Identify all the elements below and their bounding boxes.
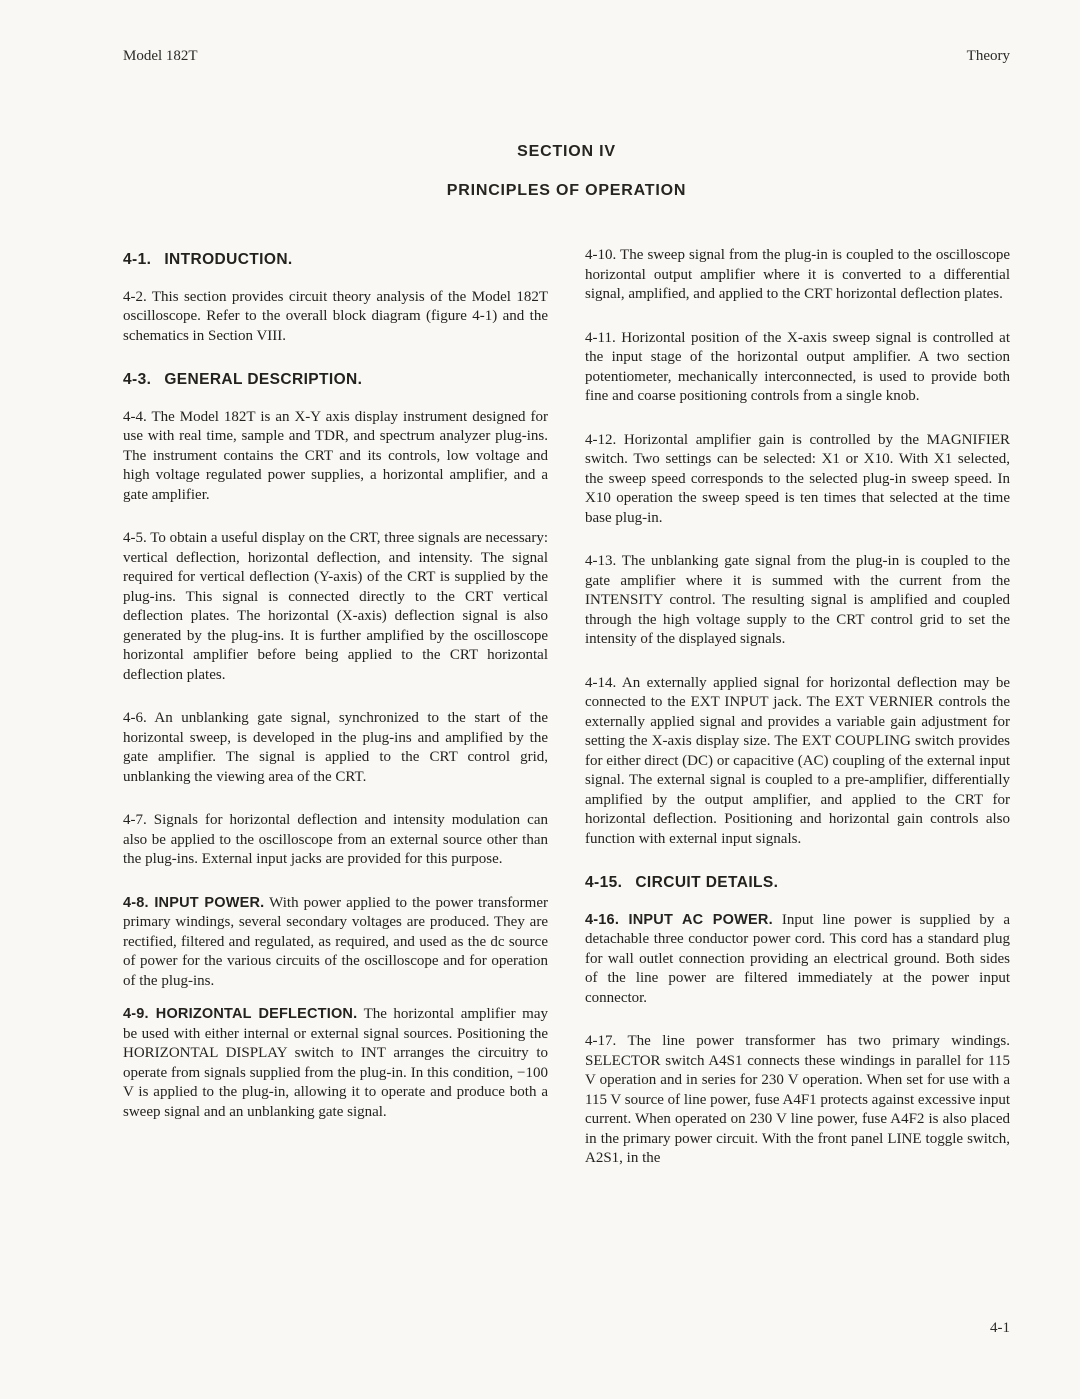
paragraph-4-17: 4-17. The line power transformer has two primary windings. SELECTOR switch A4S1 connects these windings in parallel for 115 V operation and in series for 230 V operation. When set for use with a 115 V source of line power, fuse A4F1 protects against excessive input current. When operated on 230 V line power, fuse A4F2 is also placed in the primary power circuit. With the front panel LINE toggle switch, A2S1, in the <box>585 1033 1010 1166</box>
section-subtitle: PRINCIPLES OF OPERATION <box>446 182 687 199</box>
page-number: 4-1 <box>990 1320 1010 1336</box>
paragraph-4-5: 4-5. To obtain a useful display on the CRT, three signals are necessary: vertical deflection, horizontal deflection, and intensity. The signal required for vertical deflection (Y-axis) of the CRT is supplied by the plug-ins. This signal is connected directly to the CRT vertical deflection plates. The horizontal (X-axis) deflection signal is also generated by the plug-ins. It is further amplified by the oscilloscope horizontal amplifier before being applied to the CRT horizontal deflection plates. <box>123 530 548 683</box>
paragraph-4-9-label: 4-9. HORIZONTAL DEFLECTION. <box>123 1006 358 1022</box>
two-column-body <box>123 246 1010 1183</box>
heading-4-15-label: CIRCUIT DETAILS. <box>635 874 779 891</box>
header-model-label: Model 182T <box>123 48 198 64</box>
paragraph-4-9-text: The horizontal amplifier may be used with either internal or external signal sources. Positioning the HORIZONTAL DISPLAY switch to INT arranges the circuitry to operate from signals supplied from the plug-in. In this condition, −100 V is applied to the plug-in, allowing it to operate and produce both a sweep signal and an unblanking gate signal. <box>123 1006 549 1120</box>
paragraph-4-16-text: Input line power is supplied by a detachable three conductor power cord. This cord has a standard plug for wall outlet connection providing an electrical ground. Both sides of the line power are filtered immediately at the power input connector. <box>585 911 1010 1006</box>
header-theory-label: Theory <box>966 48 1010 64</box>
heading-4-1-label: INTRODUCTION. <box>164 251 293 268</box>
paragraph-4-8-text: With power applied to the power transformer primary windings, several secondary voltages are produced. They are rectified, filtered and regulated, as required, and used as the dc source of power for the various circuits of the oscilloscope and for operation of the plug-ins. <box>123 894 549 989</box>
heading-4-3-label: GENERAL DESCRIPTION. <box>164 371 363 388</box>
paragraph-4-16-label: 4-16. INPUT AC POWER. <box>585 911 773 928</box>
paragraph-4-9 <box>123 1005 548 1122</box>
heading-4-1-introduction <box>123 250 548 270</box>
section-title: SECTION IV <box>517 143 616 160</box>
heading-4-3-number: 4-3. <box>123 371 152 388</box>
paragraph-4-6: 4-6. An unblanking gate signal, synchronized to the start of the horizontal sweep, is developed in the plug-ins and amplified by the gate amplifier. The signal is applied to the CRT control grid, unblanking the viewing area of the CRT. <box>123 710 548 785</box>
heading-4-1-number: 4-1. <box>123 251 152 268</box>
section-title-block <box>123 143 1010 200</box>
paragraph-4-4: 4-4. The Model 182T is an X-Y axis display instrument designed for use with real time, sample and TDR, and spectrum analyzer plug-ins. The instrument contains the CRT and its controls, low voltage and high voltage regulated power supplies, a horizontal amplifier, and a gate amplifier. <box>123 408 548 503</box>
paragraph-4-14: 4-14. An externally applied signal for horizontal deflection may be connected to the EXT INPUT jack. The EXT VERNIER controls the externally applied signal and provides a variable gain adjustment for setting the X-axis display size. The EXT COUPLING switch provides for either direct (DC) or capacitive (AC) coupling of the external input signal. The external signal is coupled to a pre-amplifier, differentially amplified by the output amplifier, and applied to the CRT for horizontal deflection. Positioning and horizontal gain controls also function with external input signals. <box>585 674 1010 847</box>
paragraph-4-7: 4-7. Signals for horizontal deflection and intensity modulation can also be applied to the oscilloscope from an external source other than the plug-ins. External input jacks are provided for this purpose. <box>123 812 548 867</box>
paragraph-4-2: 4-2. This section provides circuit theory analysis of the Model 182T oscilloscope. Refer to the overall block diagram (figure 4-1) and the schematics in Section VIII. <box>123 288 548 344</box>
left-column <box>123 246 548 1183</box>
heading-4-15-circuit-details <box>585 873 1010 893</box>
heading-4-15-number: 4-15. <box>585 874 623 891</box>
paragraph-4-11: 4-11. Horizontal position of the X-axis sweep signal is controlled at the input stage of the horizontal output amplifier. A two section potentiometer, mechanically interconnected, is used to provide both fine and coarse positioning controls from a single knob. <box>585 329 1010 404</box>
heading-4-3-general-description <box>123 370 548 390</box>
paragraph-4-16 <box>585 911 1010 1009</box>
right-column <box>585 246 1010 1183</box>
paragraph-4-13: 4-13. The unblanking gate signal from the plug-in is coupled to the gate amplifier where it is summed with the current from the INTENSITY control. The resulting signal is amplified and coupled through the high voltage supply to the CRT control grid to set the intensity of the displayed signals. <box>585 553 1010 647</box>
paragraph-4-10: 4-10. The sweep signal from the plug-in is coupled to the oscilloscope horizontal output amplifier where it is converted to a differential signal, amplified, and applied to the CRT horizontal deflection plates. <box>585 247 1010 302</box>
page-header <box>123 48 1010 65</box>
paragraph-4-8 <box>123 894 548 992</box>
paragraph-4-12: 4-12. Horizontal amplifier gain is controlled by the MAGNIFIER switch. Two settings can be selected: X1 or X10. With X1 selected, the sweep speed corresponds to the selected plug-in sweep speed. In X10 operation the sweep speed is ten times that selected at the time base plug-in. <box>585 431 1010 526</box>
paragraph-4-8-label: 4-8. INPUT POWER. <box>123 894 265 911</box>
